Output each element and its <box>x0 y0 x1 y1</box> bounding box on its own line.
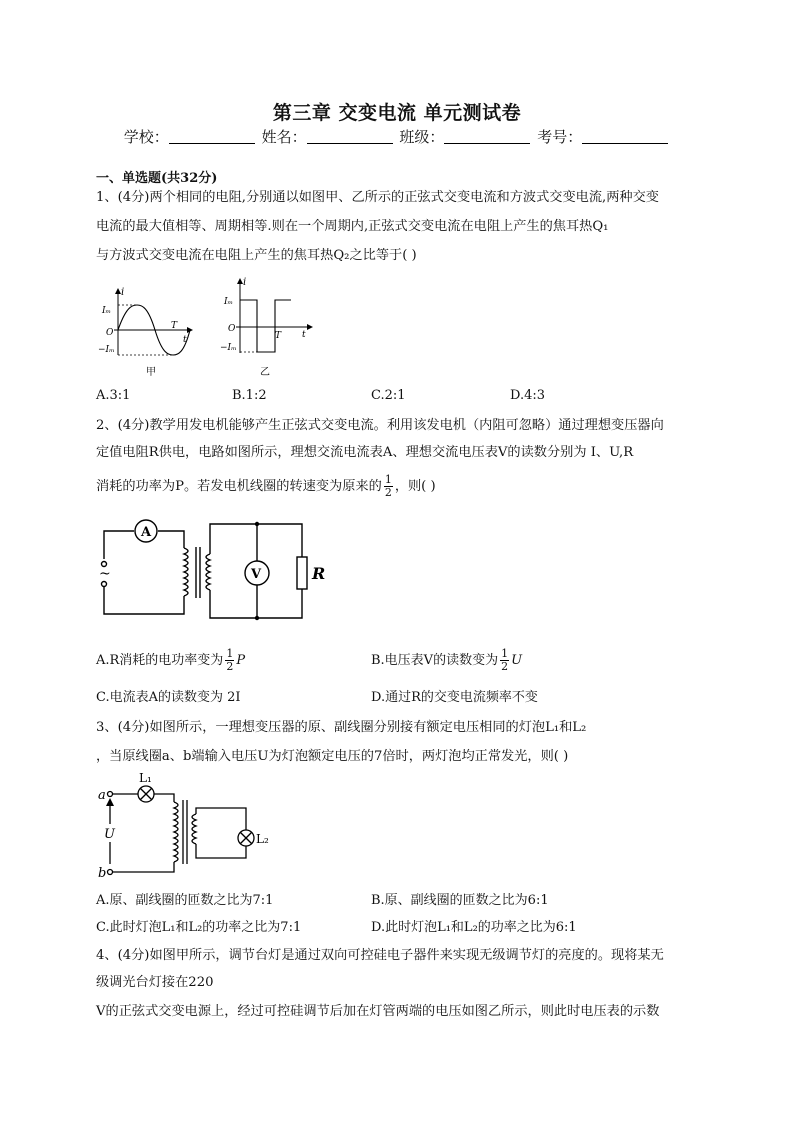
q1-line2: 电流的最大值相等、周期相等.则在一个周期内,正弦式交变电流在电阻上产生的焦耳热Q₁ <box>96 219 609 234</box>
q1-square-t-label: t <box>302 330 306 340</box>
page-title: 第三章 交变电流 单元测试卷 <box>272 102 522 124</box>
q2-voltmeter-label: V <box>251 567 262 582</box>
class-blank <box>444 129 530 144</box>
q1-square-origin-label: O <box>228 324 236 334</box>
q1-square-im-label: Iₘ <box>224 297 234 307</box>
q1-option-a[interactable]: A.3:1 <box>96 388 131 403</box>
q3-lamp-L1-label: L₁ <box>139 771 152 785</box>
q3-option-d[interactable]: D.此时灯泡L₁和L₂的功率之比为6:1 <box>371 920 577 935</box>
q1-sine-im-label: Iₘ <box>102 306 112 316</box>
q4-line3: V的正弦式交变电源上，经过可控硅调节后加在灯管两端的电压如图乙所示，则此时电压表的示数 <box>96 1004 660 1019</box>
exam-no-label: 考号： <box>537 128 583 146</box>
q2-option-a[interactable]: A.R消耗的电功率变为 $\frac{1}{2}$ P <box>96 647 246 673</box>
student-info-row <box>0 126 794 147</box>
q1-sine-T-label: T <box>171 321 178 331</box>
q3-circuit-figure <box>96 771 269 882</box>
q2-line3 <box>96 474 436 499</box>
q2-resistor-label: R <box>312 564 326 583</box>
q3-terminal-a-label: a <box>98 788 106 803</box>
q1-option-c[interactable]: C.2:1 <box>371 388 406 403</box>
q2-option-c[interactable]: C.电流表A的读数变为 2I <box>96 690 241 705</box>
q1-sine-origin-label: O <box>106 328 114 338</box>
q2-ac-symbol: ~ <box>99 566 111 582</box>
q3-line2: ，当原线圈a、b端输入电压U为灯泡额定电压的7倍时，两灯泡均正常发光，则( ) <box>96 749 569 764</box>
q1-square-figure <box>222 275 322 380</box>
q1-sine-figure <box>100 285 200 380</box>
q1-fig-yi-caption: 乙 <box>260 367 270 378</box>
q3-lamp-L2-label: L₂ <box>256 832 269 846</box>
q2-line2: 定值电阻R供电，电路如图所示，理想交流电流表A、理想交流电压表V的读数分别为 I、U,R <box>96 445 634 460</box>
q1-square-neg-im-label: −Iₘ <box>220 343 237 353</box>
q2-option-d[interactable]: D.通过R的交变电流频率不变 <box>371 690 538 705</box>
q4-line1: 4、(4分)如图甲所示，调节台灯是通过双向可控硅电子器件来实现无级调节灯的亮度的。现将某无 <box>96 948 664 963</box>
school-blank <box>169 129 255 144</box>
q2-line1: 2、(4分)教学用发电机能够产生正弦式交变电流。利用该发电机（内阻可忽略）通过理想变压器向 <box>96 418 664 433</box>
q3-line1: 3、(4分)如图所示，一理想变压器的原、副线圈分别接有额定电压相同的灯泡L₁和L₂ <box>96 720 587 735</box>
q1-fig-jia-caption: 甲 <box>146 367 156 378</box>
exam-no-blank <box>582 129 668 144</box>
q2-line3-text: 消耗的功率为P。若发电机线圈的转速变为原来的 <box>96 479 382 494</box>
q2-option-b[interactable]: B.电压表V的读数变为 $\frac{1}{2}$ U <box>371 647 523 673</box>
name-label: 姓名： <box>261 128 307 146</box>
q1-square-i-label: i <box>243 277 247 288</box>
section-heading: 一、单选题(共32分) <box>96 171 218 186</box>
q2-line3-end: ，则( ) <box>394 479 436 494</box>
q1-sine-t-label: t <box>183 335 187 345</box>
q3-voltage-U-label: U <box>104 827 115 842</box>
q1-line3: 与方波式交变电流在电阻上产生的焦耳热Q₂之比等于( ) <box>96 248 417 263</box>
q3-option-a[interactable]: A.原、副线圈的匝数之比为7:1 <box>96 893 274 908</box>
q1-option-d[interactable]: D.4:3 <box>510 388 546 403</box>
q1-square-T-label: T <box>275 331 282 341</box>
q1-line1: 1、(4分)两个相同的电阻,分别通以如图甲、乙所示的正弦式交变电流和方波式交变电流,两种交变 <box>96 190 659 205</box>
q1-sine-i-label: i <box>121 287 125 298</box>
q3-option-b[interactable]: B.原、副线圈的匝数之比为6:1 <box>371 893 549 908</box>
school-label: 学校： <box>123 128 169 146</box>
q2-ammeter-label: A <box>141 525 152 540</box>
q1-option-b[interactable]: B.1:2 <box>232 388 267 403</box>
q3-option-c[interactable]: C.此时灯泡L₁和L₂的功率之比为7:1 <box>96 920 302 935</box>
name-blank <box>307 129 393 144</box>
q3-terminal-b-label: b <box>98 866 107 881</box>
q4-line2: 级调光台灯接在220 <box>96 975 214 990</box>
class-label: 班级： <box>399 128 445 146</box>
q2-fraction: $\frac{1}{2}$ <box>384 473 392 499</box>
q2-circuit-figure <box>96 514 336 624</box>
q1-sine-neg-im-label: −Iₘ <box>98 345 115 355</box>
